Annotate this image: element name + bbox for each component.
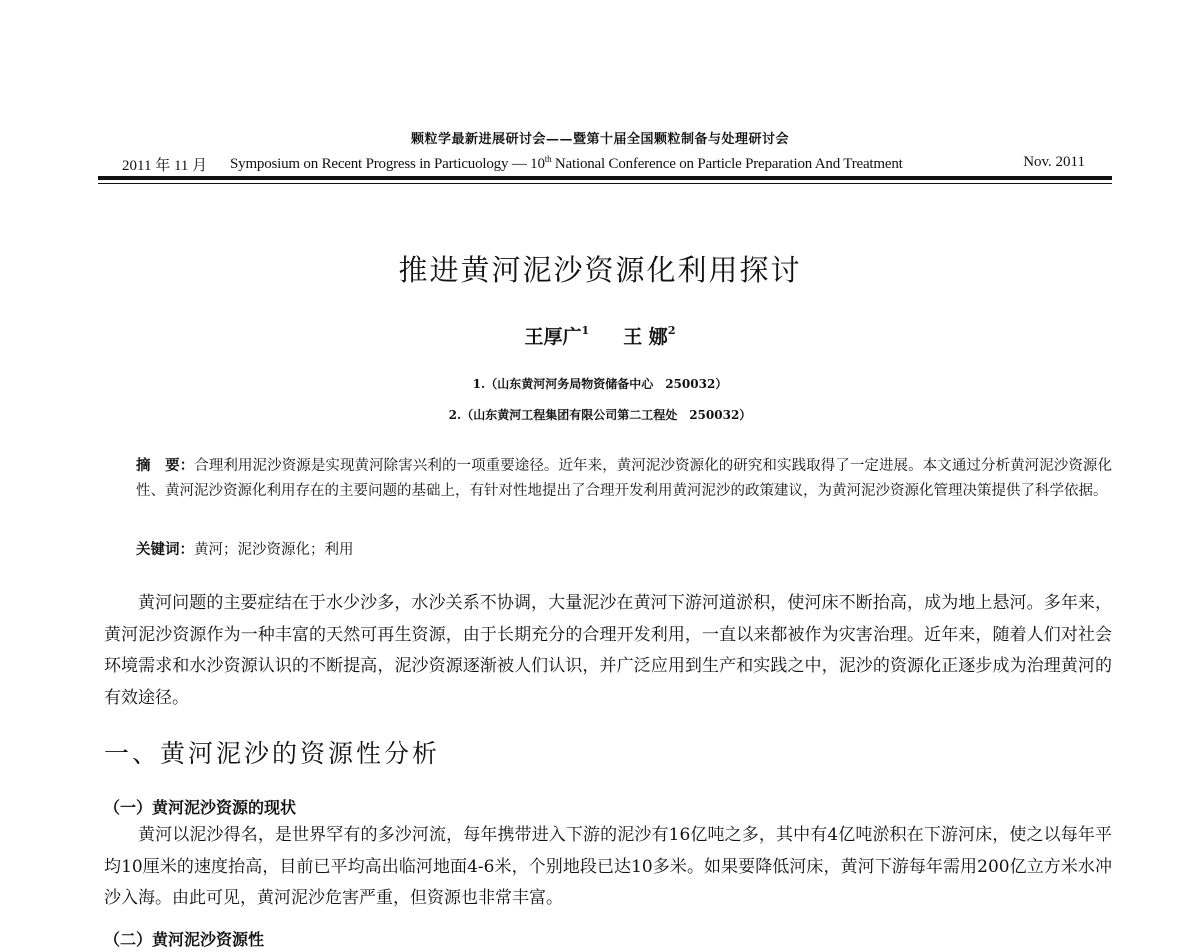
header-conference-suffix: National Conference on Particle Preparation And Treatment [551, 156, 903, 172]
header-conference-prefix: Symposium on Recent Progress in Particuology — 10 [230, 156, 545, 172]
abstract-label: 摘 要： [136, 458, 195, 474]
subsection-paragraph: 黄河以泥沙得名，是世界罕有的多沙河流，每年携带进入下游的泥沙有16亿吨之多，其中有4亿吨淤积在下游河床，使之以每年平均10厘米的速度抬高，目前已平均高出临河地面4-6米，个别地段已达10多米。如果要降低河床，黄河下游每年需用200亿立方米水冲沙入海。由此可见，黄河泥沙危害严重，但资源也非常丰富。 [104, 825, 1112, 908]
intro-paragraph: 黄河问题的主要症结在于水少沙多，水沙关系不协调，大量泥沙在黄河下游河道淤积，使河床不断抬高，成为地上悬河。多年来，黄河泥沙资源作为一种丰富的天然可再生资源，由于长期充分的合理开发利用，一直以来都被作为灾害治理。近年来，随着人们对社会环境需求和水沙资源认识的不断提高，泥沙资源逐渐被人们认识，并广泛应用到生产和实践之中，泥沙的资源化正逐步成为治理黄河的有效途径。 [104, 593, 1112, 708]
author-affiliation-mark: 1 [581, 324, 590, 337]
abstract [136, 454, 1112, 504]
affiliation-2: 2.（山东黄河工程集团有限公司第二工程处 250032） [448, 408, 752, 422]
header-date-left: 2011 年 11 月 [122, 158, 208, 174]
author-affiliation-mark: 2 [667, 324, 676, 337]
abstract-text: 合理利用泥沙资源是实现黄河除害兴利的一项重要途径。近年来，黄河泥沙资源化的研究和实践取得了一定进展。本文通过分析黄河泥沙资源化性、黄河泥沙资源化利用存在的主要问题的基础上，有针对性地提出了合理开发利用黄河泥沙的政策建议，为黄河泥沙资源化管理决策提供了科学依据。 [136, 458, 1113, 499]
affiliation-1: 1.（山东黄河河务局物资储备中心 250032） [472, 377, 728, 391]
keywords-text: 黄河；泥沙资源化；利用 [194, 542, 354, 558]
author-list [0, 322, 1200, 349]
keywords-label: 关键词： [136, 542, 194, 558]
running-header-english [118, 154, 1093, 176]
author-name: 王 娜 [623, 326, 668, 348]
header-ordinal-suffix: th [544, 154, 552, 164]
subsection-heading: （二）黄河泥沙资源性 [104, 930, 265, 949]
section-heading: 一、黄河泥沙的资源性分析 [104, 739, 441, 768]
keywords [136, 538, 1112, 559]
running-header-chinese: 颗粒学最新进展研讨会——暨第十届全国颗粒制备与处理研讨会 [410, 132, 789, 147]
author-name: 王厚广 [524, 326, 582, 348]
subsection-heading: （一）黄河泥沙资源的现状 [104, 798, 297, 817]
header-rule-thick [98, 176, 1112, 180]
header-conference-name [230, 154, 903, 173]
paper-title: 推进黄河泥沙资源化利用探讨 [398, 253, 802, 287]
header-rule-thin [98, 183, 1112, 184]
header-date-right: Nov. 2011 [1023, 154, 1085, 170]
